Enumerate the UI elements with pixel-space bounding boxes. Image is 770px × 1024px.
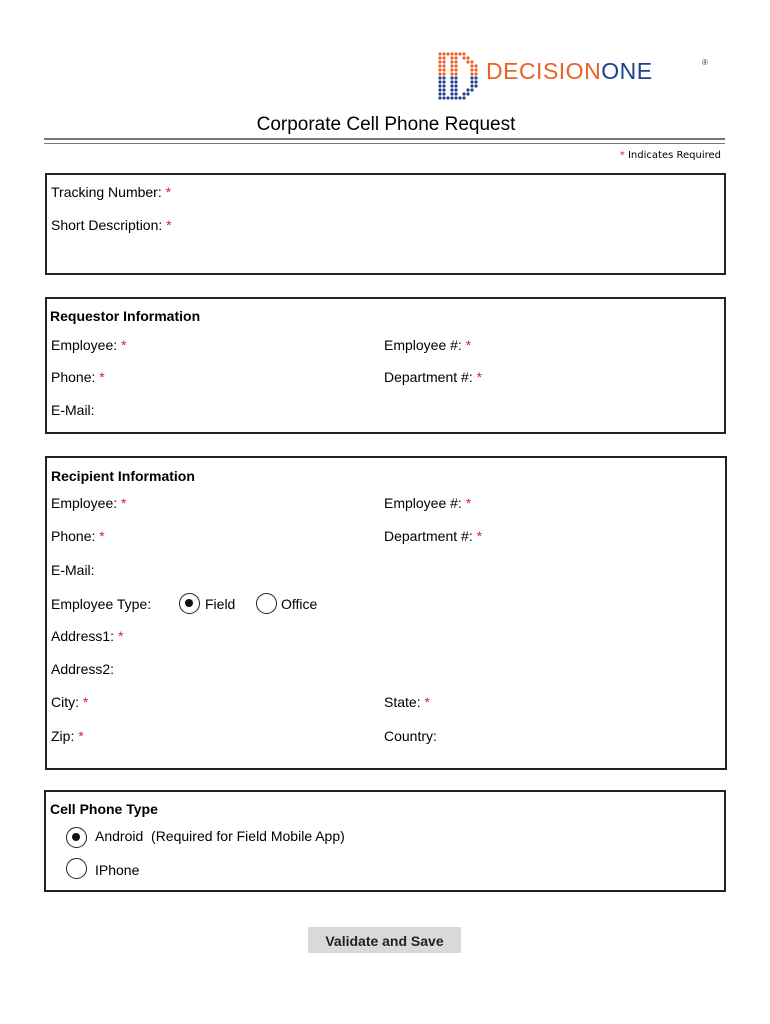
iphone-radio[interactable] — [66, 858, 87, 879]
requestor-email-label: E-Mail: — [51, 402, 95, 418]
recipient-email-label: E-Mail: — [51, 562, 95, 578]
employee-type-field-radio[interactable] — [179, 593, 200, 614]
state-label: State: * — [384, 694, 430, 710]
address2-label: Address2: — [51, 661, 115, 677]
page-title: Corporate Cell Phone Request — [256, 114, 516, 135]
validate-and-save-button[interactable]: Validate and Save — [308, 927, 461, 953]
recipient-employee-label: Employee: * — [51, 495, 127, 511]
logo-part-one: ONE — [601, 58, 653, 84]
requestor-employee-num-label: Employee #: * — [384, 337, 472, 353]
zip-label: Zip: * — [51, 728, 84, 744]
android-radio[interactable] — [66, 827, 87, 848]
title-divider-thin — [44, 143, 725, 144]
requestor-employee-label: Employee: * — [51, 337, 127, 353]
short-description-label: Short Description: * — [51, 217, 172, 233]
logo-mark-icon — [436, 48, 482, 104]
registered-mark: ® — [702, 58, 708, 67]
logo-wordmark — [486, 58, 653, 85]
requestor-header: Requestor Information — [50, 308, 201, 324]
cell-phone-type-header: Cell Phone Type — [50, 801, 158, 817]
required-star: * — [619, 150, 625, 161]
employee-type-office-radio[interactable] — [256, 593, 277, 614]
title-divider-thick — [44, 138, 725, 140]
employee-type-field-label: Field — [205, 596, 236, 612]
required-note — [620, 150, 721, 161]
recipient-department-num-label: Department #: * — [384, 528, 483, 544]
recipient-employee-num-label: Employee #: * — [384, 495, 472, 511]
required-note-text: Indicates Required — [627, 150, 721, 161]
country-label: Country: — [384, 728, 437, 744]
city-label: City: * — [51, 694, 89, 710]
employee-type-office-label: Office — [281, 596, 318, 612]
requestor-phone-label: Phone: * — [51, 369, 105, 385]
android-label: Android (Required for Field Mobile App) — [95, 828, 345, 844]
employee-type-label: Employee Type: — [51, 596, 152, 612]
recipient-phone-label: Phone: * — [51, 528, 105, 544]
iphone-label: IPhone — [95, 862, 140, 878]
address1-label: Address1: * — [51, 628, 124, 644]
recipient-header: Recipient Information — [51, 468, 195, 484]
logo-part-decision: DECISION — [486, 58, 602, 84]
decisionone-logo — [436, 48, 708, 104]
tracking-number-label: Tracking Number: * — [51, 184, 172, 200]
requestor-department-num-label: Department #: * — [384, 369, 483, 385]
